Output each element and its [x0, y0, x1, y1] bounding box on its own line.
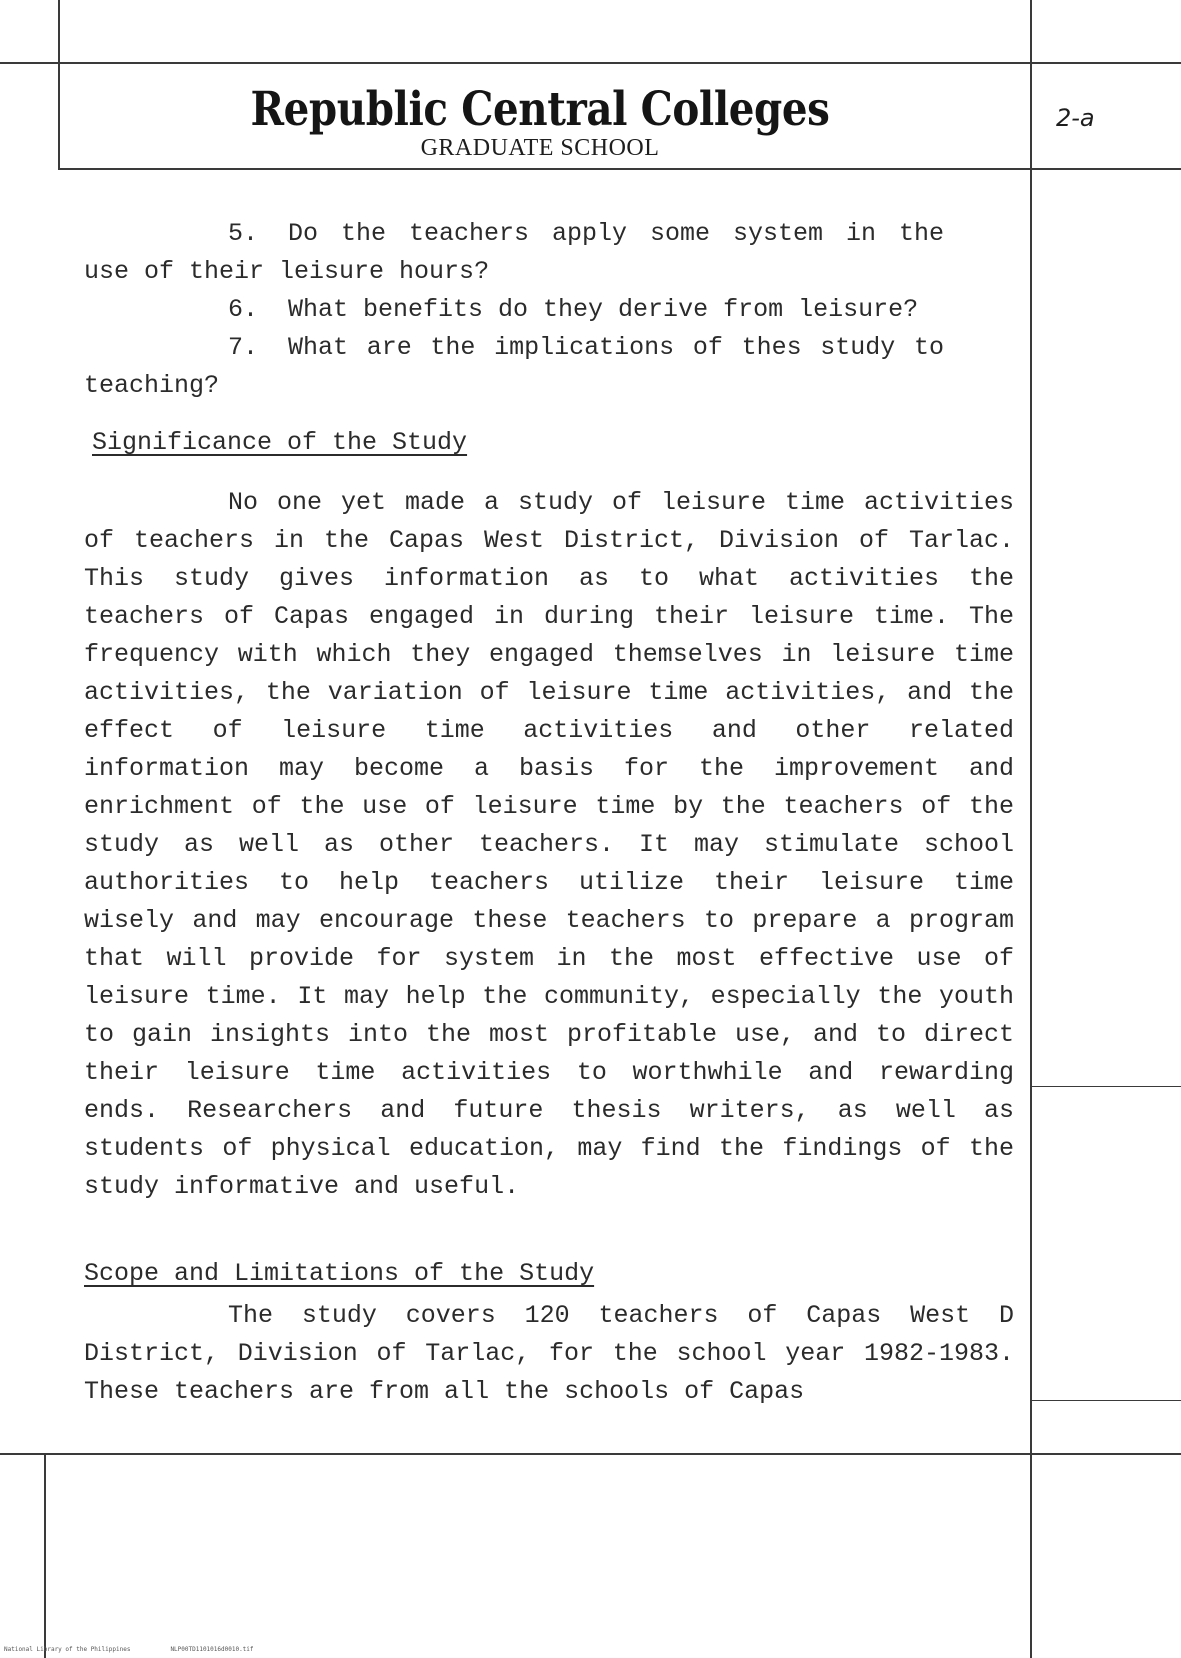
- page-number: 2-a: [1056, 104, 1095, 132]
- left-margin-line-lower: [44, 1453, 46, 1658]
- scan-file-id: NLP00TD1101016d0010.tif: [170, 1646, 254, 1653]
- question-item: [84, 215, 944, 291]
- question-number: 5.: [228, 219, 259, 248]
- college-name: Republic Central Colleges: [250, 82, 830, 137]
- significance-paragraph: No one yet made a study of leisure time activities of teachers in the Capas West District, Division of Tarlac. This study gives information as to what activities the teachers of Capas engaged in during their leisure time. The frequency with which they engaged themselves in leisure time activities, the variation of leisure time activities, and the effect of leisure time activities and other related information may become a basis for the improvement and enrichment of the use of leisure time by the teachers of the study as well as other teachers. It may stimulate school authorities to help teachers utilize their leisure time wisely and may encourage these teachers to prepare a program that will provide for system in the most effective use of leisure time. It may help the community, especially the youth to gain insights into the most profitable use, and to direct their leisure time activities to worthwhile and rewarding ends. Researchers and future thesis writers, as well as students of physical education, may find the findings of the study informative and useful.: [84, 488, 1014, 1201]
- bottom-rule: [0, 1453, 1181, 1455]
- library-credit: National Library of the Philippines: [4, 1646, 131, 1653]
- question-item: [84, 329, 944, 405]
- question-list: [84, 215, 944, 405]
- scope-paragraph: The study covers 120 teachers of Capas West D District, Division of Tarlac, for the school year 1982-1983. These teachers are from all the schools of Capas: [84, 1301, 1014, 1406]
- question-number: 6.: [228, 295, 259, 324]
- section-heading-scope: Scope and Limitations of the Study: [84, 1259, 595, 1288]
- question-number: 7.: [228, 333, 259, 362]
- question-text: What benefits do they derive from leisure?: [288, 295, 919, 324]
- top-rule: [0, 62, 1181, 64]
- right-margin-line: [1030, 0, 1032, 1658]
- question-item: [84, 291, 944, 329]
- question-text: What are the implications of thes study to teaching?: [84, 333, 944, 400]
- school-subtitle: GRADUATE SCHOOL: [420, 135, 660, 161]
- section-heading-significance: Significance of the Study: [92, 428, 468, 457]
- header-divider: [58, 168, 1181, 170]
- right-column-tick-2: [1030, 1400, 1181, 1401]
- question-text: Do the teachers apply some system in the use of their leisure hours?: [84, 219, 944, 286]
- right-column-tick-1: [1030, 1086, 1181, 1087]
- scan-footer: [4, 1646, 294, 1653]
- scope-body: [84, 1297, 1014, 1411]
- significance-body: [84, 484, 1014, 1206]
